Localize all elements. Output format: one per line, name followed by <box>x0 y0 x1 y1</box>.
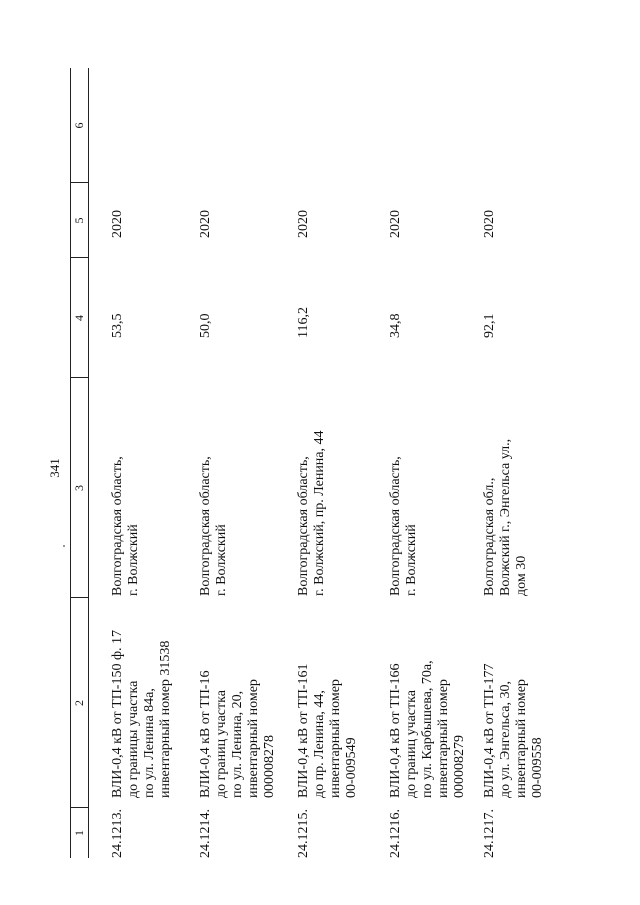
object-address: Волгоградская область, г. Волжский, пр. Ленина, 44 <box>296 430 327 596</box>
rotated-table <box>70 68 590 858</box>
column-header-2: 2 <box>72 700 86 706</box>
object-address: Волгоградская область, г. Волжский <box>388 456 419 596</box>
row-number: 24.1216. <box>388 809 403 858</box>
object-value: 53,5 <box>110 313 125 338</box>
object-address: Волгоградская область, г. Волжский <box>198 456 229 596</box>
object-value: 116,2 <box>296 307 311 338</box>
object-year: 2020 <box>198 210 213 238</box>
column-header-4: 4 <box>72 315 86 321</box>
column-header-3: 3 <box>72 485 86 491</box>
column-header-5: 5 <box>72 217 86 224</box>
object-year: 2020 <box>482 210 497 238</box>
object-address: Волгоградская обл., Волжский г., Энгельса ул., дом 30 <box>482 438 529 596</box>
object-year: 2020 <box>388 210 403 238</box>
object-value: 50,0 <box>198 313 213 338</box>
column-header-1: 1 <box>72 830 86 836</box>
object-address: Волгоградская область, г. Волжский <box>110 456 141 596</box>
row-number: 24.1215. <box>296 809 311 858</box>
page-number: 341 <box>47 458 62 478</box>
object-year: 2020 <box>110 210 125 238</box>
row-number: 24.1214. <box>198 809 213 858</box>
column-header-6: 6 <box>72 122 86 129</box>
object-description: ВЛИ-0,4 кВ от ТП-16 до границ участка по ул. Ленина, 20, инвентарный номер 000008278 <box>198 670 277 798</box>
header-bottom-border <box>88 68 89 858</box>
object-description: ВЛИ-0,4 кВ от ТП-150 ф. 17 до границы участка по ул. Ленина 84а, инвентарный номер 31538 <box>110 629 173 798</box>
object-value: 92,1 <box>482 313 497 338</box>
object-description: ВЛИ-0,4 кВ от ТП-161 до пр. Ленина, 44, инвентарный номер 00-009549 <box>296 663 359 798</box>
row-number: 24.1217. <box>482 809 497 858</box>
object-description: ВЛИ-0,4 кВ от ТП-166 до границ участка по ул. Карбышева, 70а, инвентарный номер 000008279 <box>388 660 467 798</box>
object-year: 2020 <box>296 210 311 238</box>
object-description: ВЛИ-0,4 кВ от ТП-177 до ул. Энгельса, 30, инвентарный номер 00-009558 <box>482 663 545 798</box>
row-number: 24.1213. <box>110 809 125 858</box>
object-value: 34,8 <box>388 313 403 338</box>
